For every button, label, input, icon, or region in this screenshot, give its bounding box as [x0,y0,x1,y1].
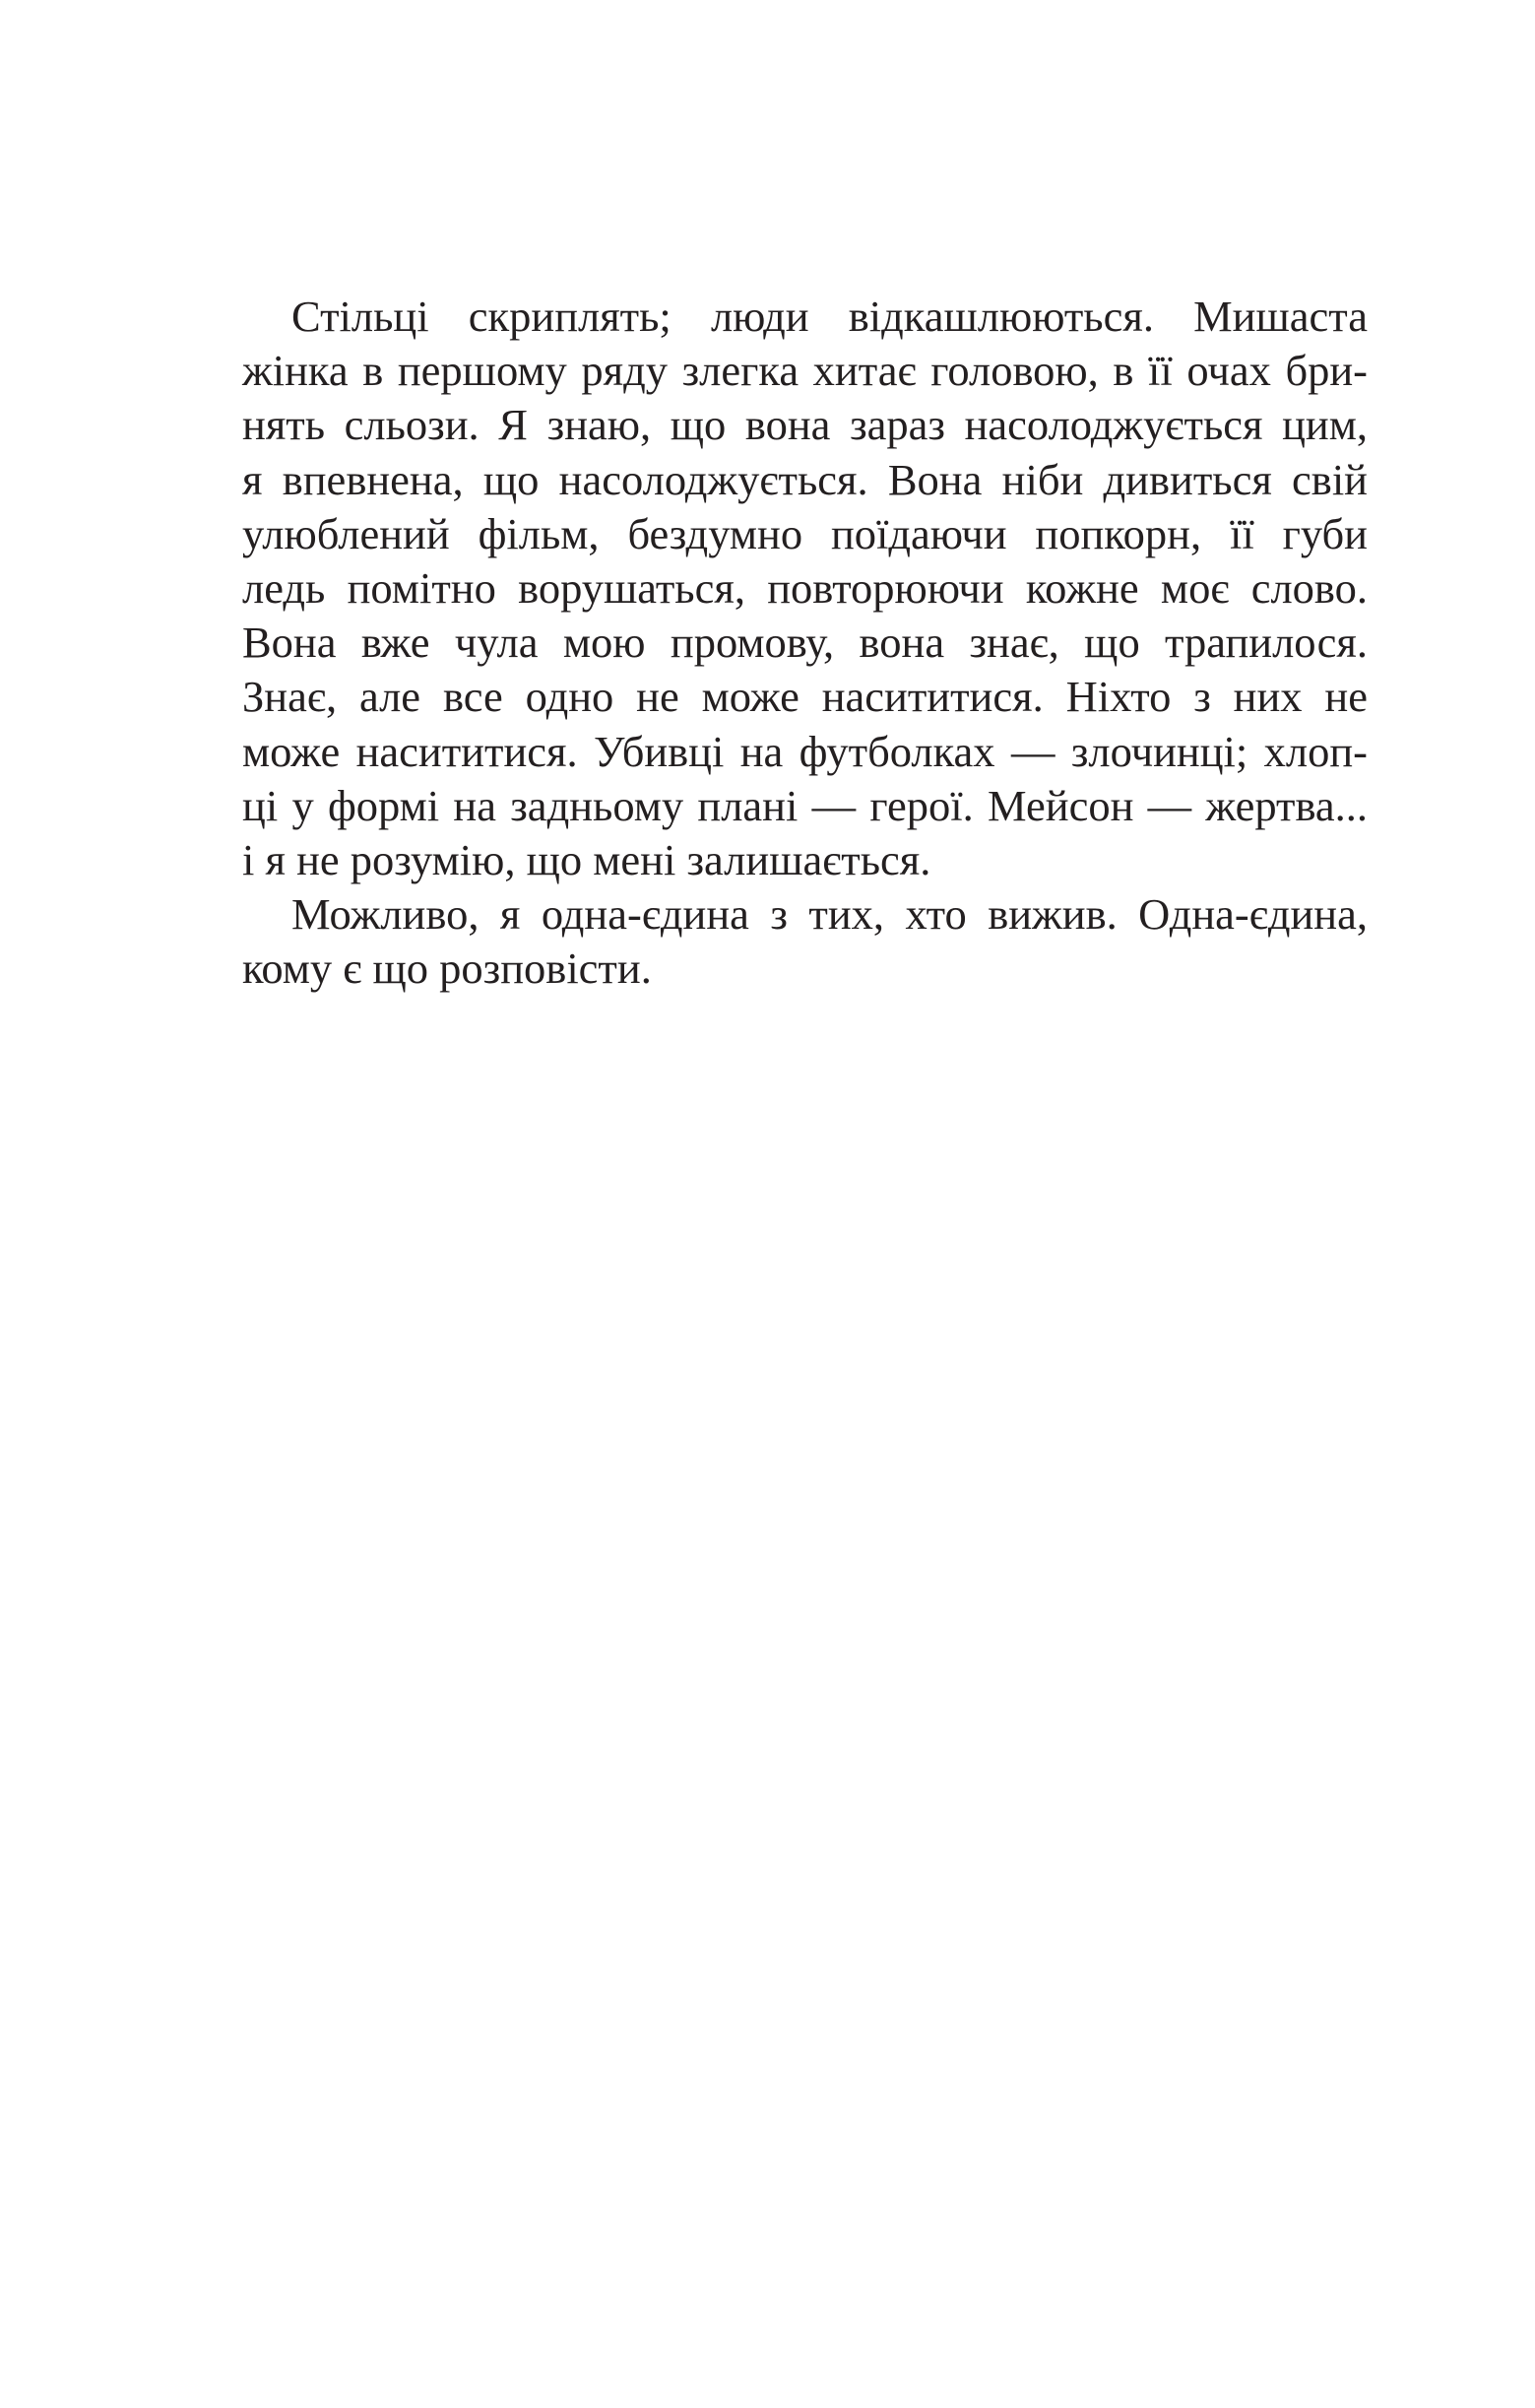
text-line: нять сльози. Я знаю, що вона зараз насолоджується цим, [242,400,1368,450]
paragraph-1 [242,290,1368,887]
body-text [242,290,1368,996]
text-line: ці у формі на задньому плані — герої. Мейсон — жертва... [242,780,1368,830]
text-line: жінка в першому ряду злегка хитає головою, в її очах бри- [242,346,1368,396]
text-line: кому є що розповісти. [242,944,652,994]
text-line: Знає, але все одно не може насититися. Ніхто з них не [242,672,1368,722]
text-line: ледь помітно ворушаться, повторюючи кожне моє слово. [242,562,1368,613]
text-line: і я не розумію, що мені залишається. [242,834,931,884]
paragraph-2 [242,887,1368,996]
text-line: Вона вже чула мою промову, вона знає, що трапилося. [242,618,1368,668]
text-line: Можливо, я одна-єдина з тих, хто вижив. Одна-єдина, [291,889,1368,940]
text-line: я впевнена, що насолоджується. Вона ніби дивиться свій [242,454,1368,504]
text-line: улюблений фільм, бездумно поїдаючи попкорн, її губи [242,508,1368,558]
text-line: Стільці скриплять; люди відкашлюються. Мишаста [291,292,1368,341]
text-line: може насититися. Убивці на футболках — злочинці; хлоп- [242,726,1368,776]
